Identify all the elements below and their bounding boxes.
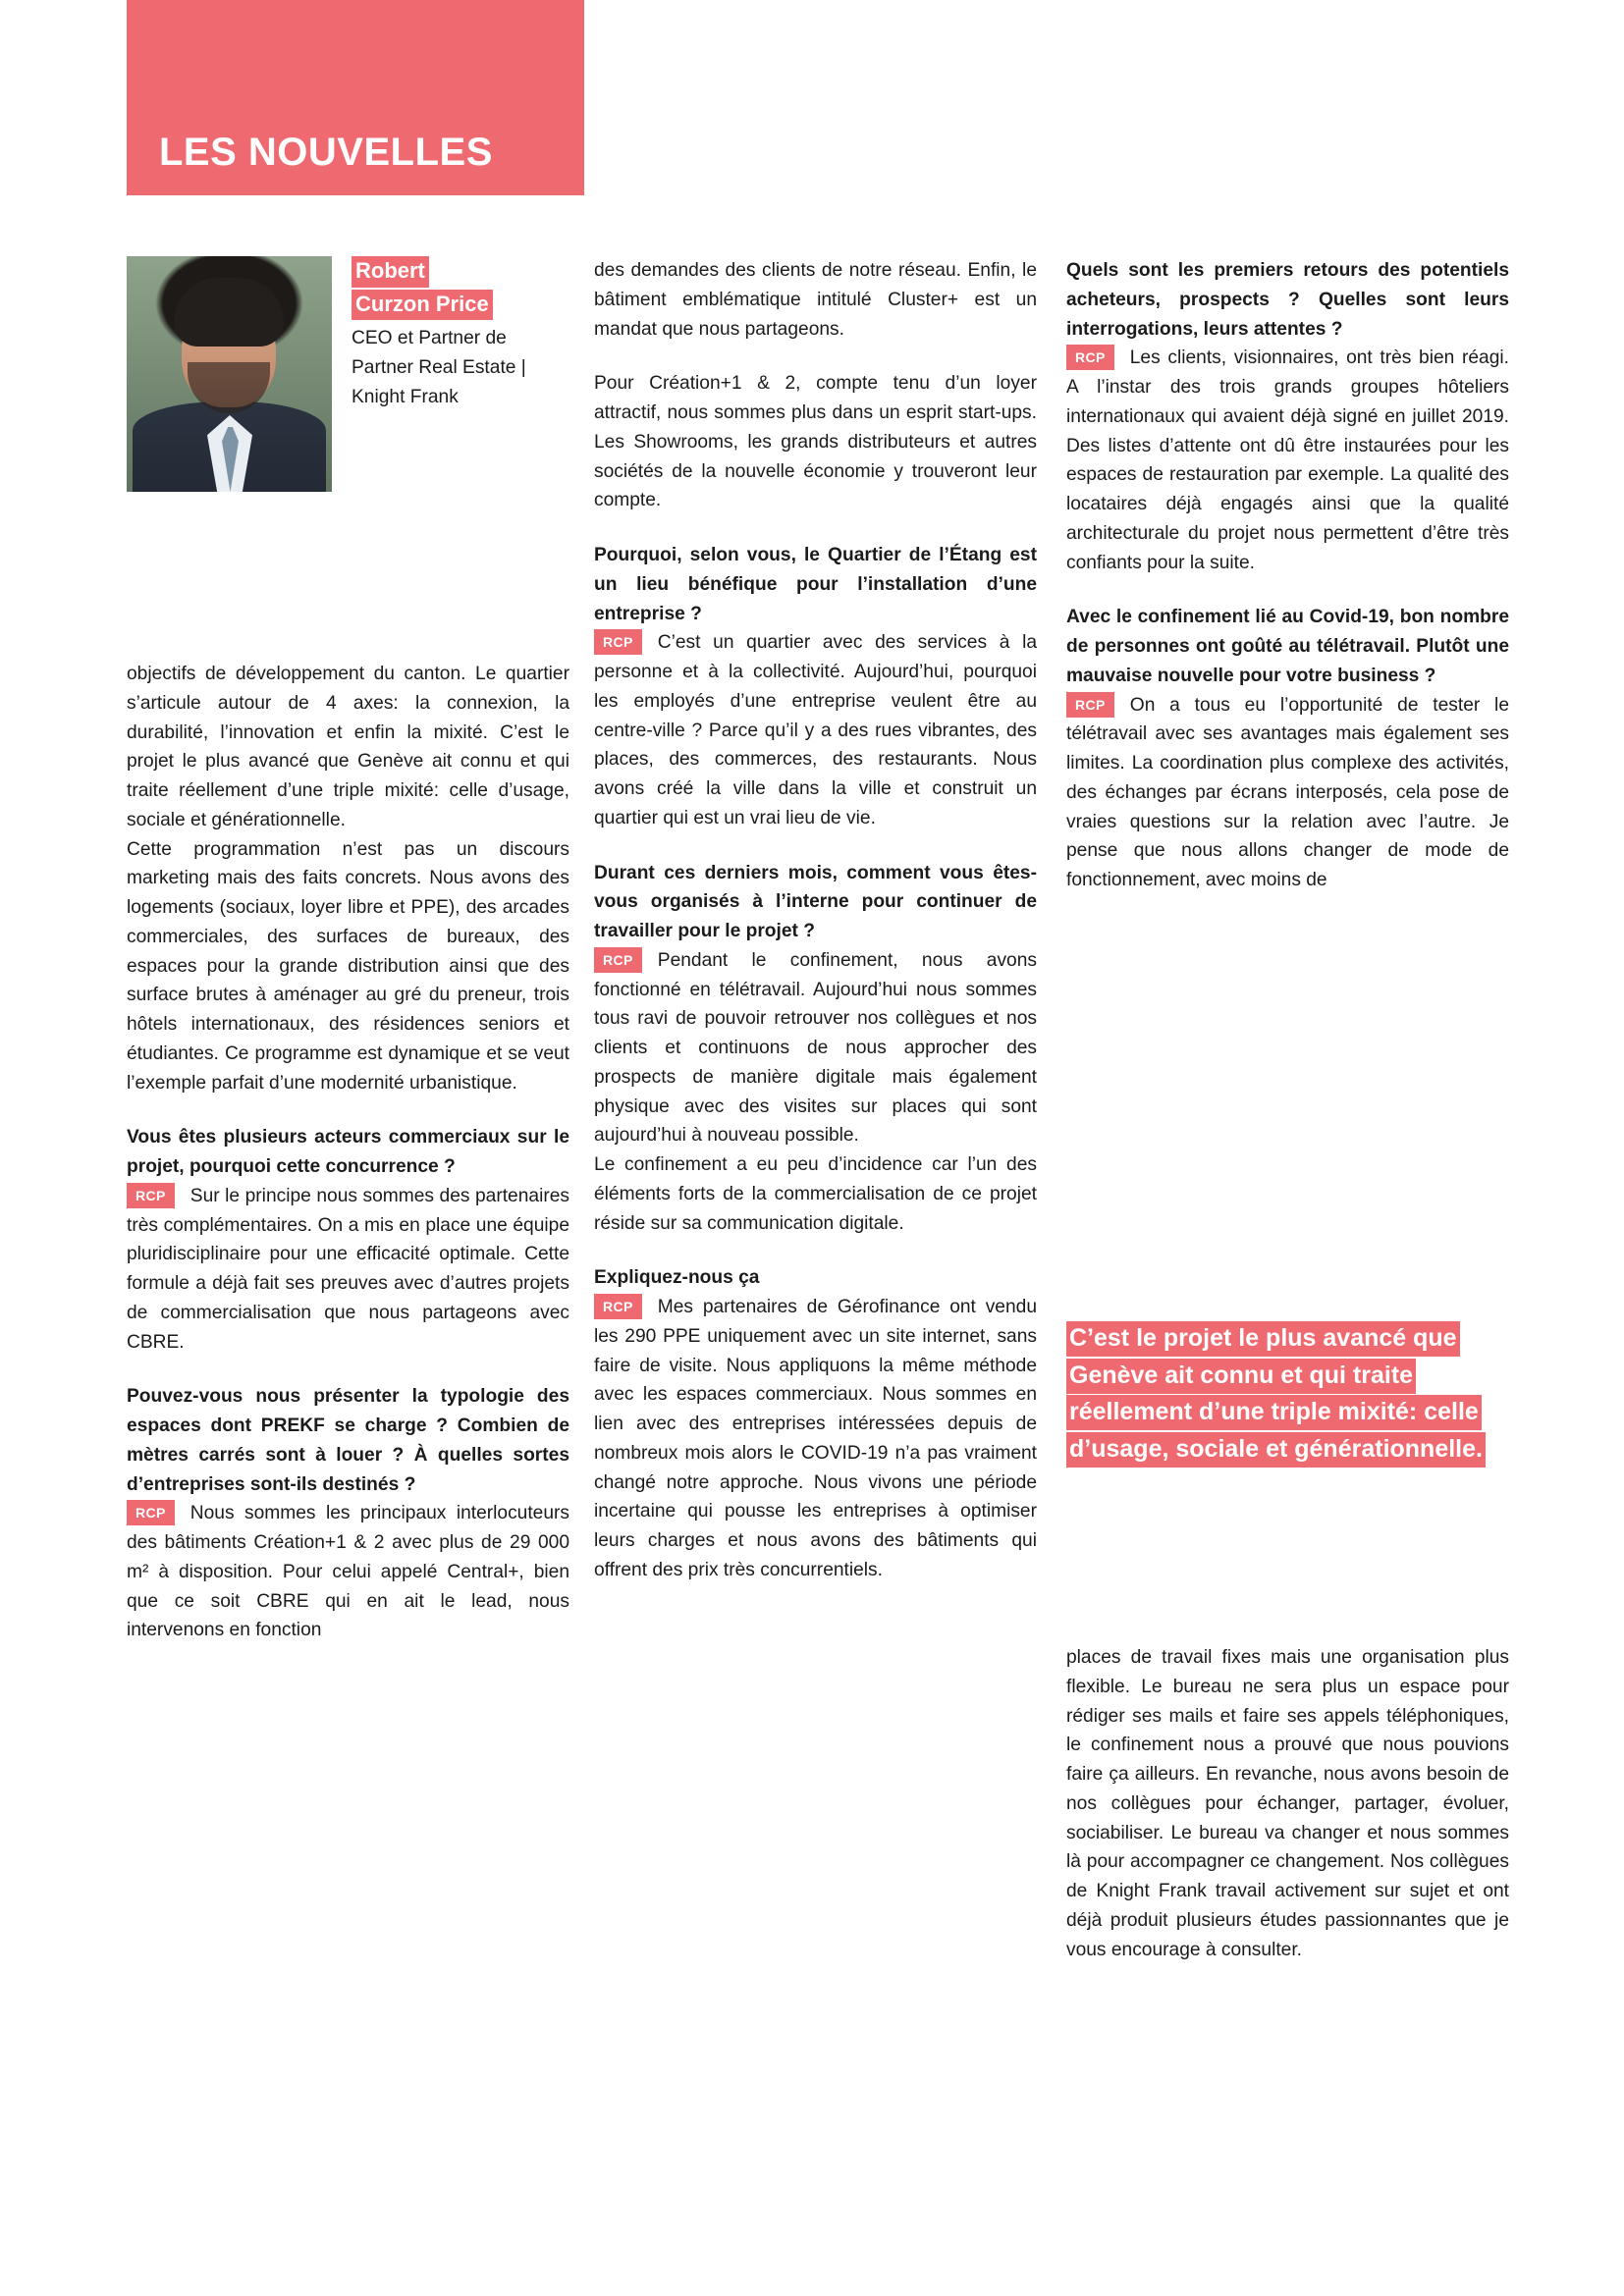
masthead-banner bbox=[127, 0, 584, 195]
column-right-top bbox=[1066, 256, 1509, 895]
paragraph: Pour Création+1 & 2, compte tenu d’un loyer attractif, nous sommes plus dans un esprit start-ups. Les Showrooms, les grands distributeurs et autres sociétés de la nouvelle économie y trouveront leur compte. bbox=[594, 373, 1037, 511]
spacer bbox=[594, 833, 1037, 859]
answer-text: Sur le principe nous sommes des partenaires très complémentaires. On a mis en place une équipe pluridisciplinaire pour une efficacité optimale. Cette formule a déjà fait ses preuves avec d’autres projets de commercialisation que nous partageons avec CBRE. bbox=[127, 1185, 569, 1353]
spacer bbox=[127, 1097, 569, 1123]
attribution-badge: RCP bbox=[1066, 692, 1114, 718]
author-name-line-1: Robert bbox=[352, 256, 429, 288]
interview-question: Vous êtes plusieurs acteurs commerciaux sur le projet, pourquoi cette concurrence ? bbox=[127, 1127, 569, 1177]
pull-quote-text: C’est le projet le plus avancé que Genève ait connu et qui traite réellement d’une triple mixité: celle d’usage, sociale et générationnelle. bbox=[1066, 1321, 1486, 1468]
attribution-badge: RCP bbox=[594, 629, 642, 655]
interview-question: Durant ces derniers mois, comment vous êtes-vous organisés à l’interne pour continuer de travailler pour le projet ? bbox=[594, 862, 1037, 941]
answer-text: On a tous eu l’opportunité de tester le télétravail avec ses avantages mais également ses limites. La coordination plus complexe des activités, des échanges par écrans interposés, cela pose de vraies questions sur la relation avec l’autre. Je pense que nous allons changer de mode de fonctionnement, avec moins de bbox=[1066, 694, 1509, 890]
column-middle bbox=[594, 256, 1037, 1585]
attribution-badge: RCP bbox=[594, 947, 642, 973]
interview-answer bbox=[1066, 691, 1509, 895]
column-left bbox=[127, 660, 569, 1645]
interview-answer bbox=[594, 628, 1037, 832]
interview-answer bbox=[127, 1182, 569, 1358]
author-photo bbox=[127, 256, 332, 492]
spacer bbox=[594, 1238, 1037, 1263]
interview-question: Quels sont les premiers retours des potentiels acheteurs, prospects ? Quelles sont leurs interrogations, leurs attentes ? bbox=[1066, 260, 1509, 340]
paragraph: Le confinement a eu peu d’incidence car l’un des éléments forts de la commercialisation de ce projet réside sur sa communication digitale. bbox=[594, 1154, 1037, 1234]
answer-text: Pendant le confinement, nous avons fonctionné en télétravail. Aujourd’hui nous sommes tous ravi de pouvoir retrouver nos collègues et nos clients et continuons de nous approcher des prospects de manière digitale mais également physique avec des visites sur places qui sont aujourd’hui à nouveau possible. bbox=[594, 949, 1037, 1147]
attribution-badge: RCP bbox=[127, 1500, 175, 1525]
paragraph: des demandes des clients de notre réseau. Enfin, le bâtiment emblématique intitulé Cluster+ est un mandat que nous partageons. bbox=[594, 260, 1037, 340]
author-name-line-2: Curzon Price bbox=[352, 290, 493, 321]
spacer bbox=[594, 515, 1037, 541]
answer-text: Les clients, visionnaires, ont très bien réagi. A l’instar des trois grands groupes hôteliers internationaux qui avaient déjà signé en juillet 2019. Des listes d’attente ont dû être instaurées pour les espaces de restauration par exemple. La qualité des locataires déjà engagés ainsi que la qualité architecturale du projet nous permettent d’être très confiants pour la suite. bbox=[1066, 347, 1509, 573]
interview-question: Pourquoi, selon vous, le Quartier de l’Étang est un lieu bénéfique pour l’installation d’une entreprise ? bbox=[594, 545, 1037, 624]
interview-answer bbox=[1066, 344, 1509, 577]
paragraph: objectifs de développement du canton. Le quartier s’articule autour de 4 axes: la connexion, la durabilité, l’innovation et enfin la mixité. C’est le projet le plus avancé que Genève ait connu et qui traite réellement d’une triple mixité: celle d’usage, sociale et générationnelle. bbox=[127, 664, 569, 830]
spacer bbox=[594, 344, 1037, 369]
byline bbox=[352, 256, 569, 411]
page-title: LES NOUVELLES bbox=[159, 131, 493, 174]
interview-question: Expliquez-nous ça bbox=[594, 1267, 760, 1289]
photo-hair-shape bbox=[174, 278, 284, 347]
interview-question: Pouvez-vous nous présenter la typologie des espaces dont PREKF se charge ? Combien de mètres carrés sont à louer ? À quelles sortes d’entreprises sont-ils destinés ? bbox=[127, 1386, 569, 1495]
interview-question: Avec le confinement lié au Covid-19, bon nombre de personnes ont goûté au télétravail. Plutôt une mauvaise nouvelle pour votre business ? bbox=[1066, 607, 1509, 686]
interview-answer bbox=[594, 1293, 1037, 1585]
paragraph: places de travail fixes mais une organisation plus flexible. Le bureau ne sera plus un espace pour rédiger ses mails et faire ses appels téléphoniques, le confinement nous a prouvé que nous pouvions faire ça ailleurs. En revanche, nous avons besoin de nos collègues pour échanger, partager, évoluer, sociabiliser. Le bureau va changer et nous sommes là pour accompagner ce changement. Nos collègues de Knight Frank travail activement sur sujet et ont déjà produit plusieurs études passionnantes que je vous encourage à consulter. bbox=[1066, 1647, 1509, 1960]
paragraph: Cette programmation n’est pas un discours marketing mais des faits concrets. Nous avons des logements (sociaux, loyer libre et PPE), des arcades commerciales, des surfaces de bureaux, des espaces pour la grande distribution ainsi que des surface brutes à aménager au gré du preneur, trois hôtels internationaux, des résidences seniors et étudiantes. Ce programme est dynamique et se veut l’exemple parfait d’une modernité urbanistique. bbox=[127, 838, 569, 1094]
answer-text: Mes partenaires de Gérofinance ont vendu les 290 PPE uniquement avec un site internet, sans faire de visite. Nous appliquons la même méthode avec les espaces commerciaux. Nous sommes en lien avec des entreprises intéressées depuis de nombreux mois alors le COVID-19 n’a pas vraiment changé notre approche. Nous vivons une période incertaine qui pousse les entreprises à optimiser leurs charges et nous avons des bâtiments qui offrent des prix très concurrentiels. bbox=[594, 1297, 1037, 1580]
answer-text: Nous sommes les principaux interlocuteurs des bâtiments Création+1 & 2 avec plus de 29 000 m² à disposition. Pour celui appelé Central+, bien que ce soit CBRE qui en ait le lead, nous intervenons en fonction bbox=[127, 1503, 569, 1641]
attribution-badge: RCP bbox=[1066, 345, 1114, 370]
spacer bbox=[127, 1357, 569, 1382]
column-right-bottom bbox=[1066, 1643, 1509, 1964]
pull-quote bbox=[1066, 1320, 1509, 1468]
attribution-badge: RCP bbox=[127, 1183, 175, 1208]
author-role: CEO et Partner de Partner Real Estate | Knight Frank bbox=[352, 328, 526, 407]
attribution-badge: RCP bbox=[594, 1294, 642, 1319]
interview-answer bbox=[127, 1499, 569, 1645]
spacer bbox=[1066, 577, 1509, 603]
interview-answer bbox=[594, 946, 1037, 1150]
author-block bbox=[127, 256, 569, 492]
answer-text: C’est un quartier avec des services à la personne et à la collectivité. Aujourd’hui, pourquoi les employés d’une entreprise veulent être au centre-ville ? Parce qu’il y a des rues vibrantes, des places, des commerces, des restaurants. Nous avons créé la ville dans la ville et construit un quartier qui est un vrai lieu de vie. bbox=[594, 632, 1037, 828]
